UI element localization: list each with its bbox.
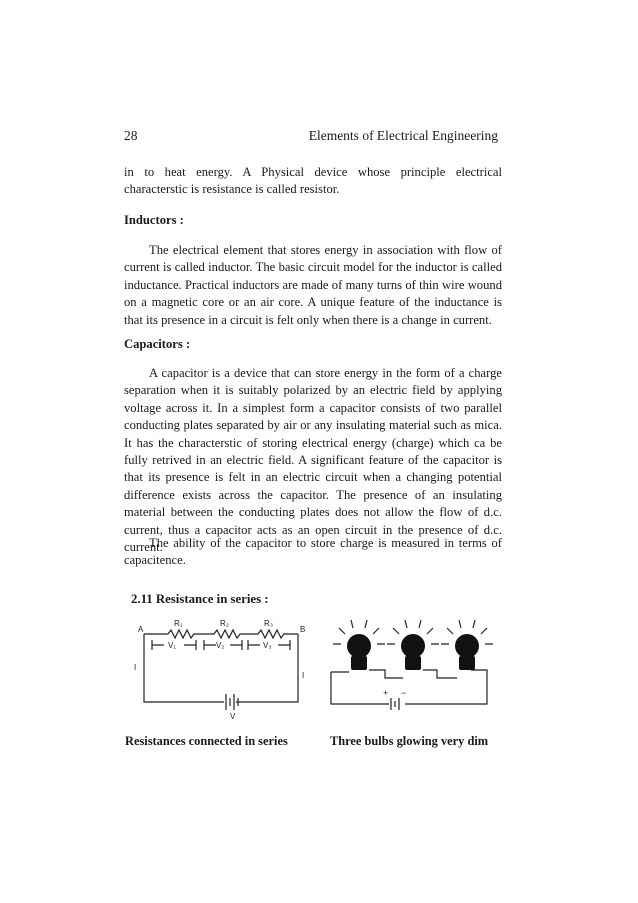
running-header: [124, 128, 498, 144]
inductors-paragraph: The electrical element that stores energy in association with flow of current is called inductor. The basic circuit model for the inductor is called inductance. Practical inductors are made of many turns of thin wire wound on a magnetic core or an air core. A unique feature of the inductance is that its presence in a circuit is felt only when there is a change in current.: [124, 243, 502, 327]
current-right-label: I: [302, 671, 305, 680]
node-b-label: B: [300, 625, 306, 634]
three-bulbs-diagram: [325, 612, 495, 712]
left-figure-caption: Resistances connected in series: [125, 734, 288, 748]
v3-label: V₃: [263, 641, 272, 650]
right-figure-caption: Three bulbs glowing very dim: [330, 734, 489, 748]
v2-label: V₂: [216, 641, 225, 650]
capacitors-paragraph: A capacitor is a device that can store energy in the form of a charge separation when it is suitably polarized by an electric field by applying voltage across it. In a simplest form a capacitor consists of two parallel conducting plates separated by air or any insulating material such as mica. It has the characterstic of storing electrical energy (charge) which ca be fully retrived in an electric field. A significant feature of the capacitor is that its presence is felt in an electric circuit when a changing potential difference exists across the capacitor. The presence of an insulating material between the conducting plates does not allow the flow of d.c. current, thus a capacitor acts as an open circuit in the presence of d.c. current.: [124, 366, 502, 555]
inductors-heading: Inductors :: [124, 213, 184, 227]
capacitance-paragraph: The ability of the capacitor to store charge is measured in terms of capacitence.: [124, 536, 502, 568]
intro-paragraph: in to heat energy. A Physical device whose principle electrical characterstic is resistance is called resistor.: [124, 165, 502, 197]
series-circuit-diagram: [130, 620, 310, 720]
capacitors-heading: Capacitors :: [124, 337, 191, 351]
r2-label: R₂: [220, 619, 229, 628]
battery-minus-label: −: [401, 688, 407, 698]
r1-label: R₁: [174, 619, 183, 628]
current-left-label: I: [134, 663, 137, 672]
v1-label: V₁: [168, 641, 177, 650]
battery-plus-label: +: [383, 688, 389, 698]
source-label: V: [230, 712, 236, 721]
section-heading: 2.11 Resistance in series :: [131, 592, 269, 606]
running-title: Elements of Electrical Engineering: [308, 128, 498, 143]
page-number: 28: [124, 128, 138, 143]
r3-label: R₃: [264, 619, 274, 628]
node-a-label: A: [138, 625, 144, 634]
